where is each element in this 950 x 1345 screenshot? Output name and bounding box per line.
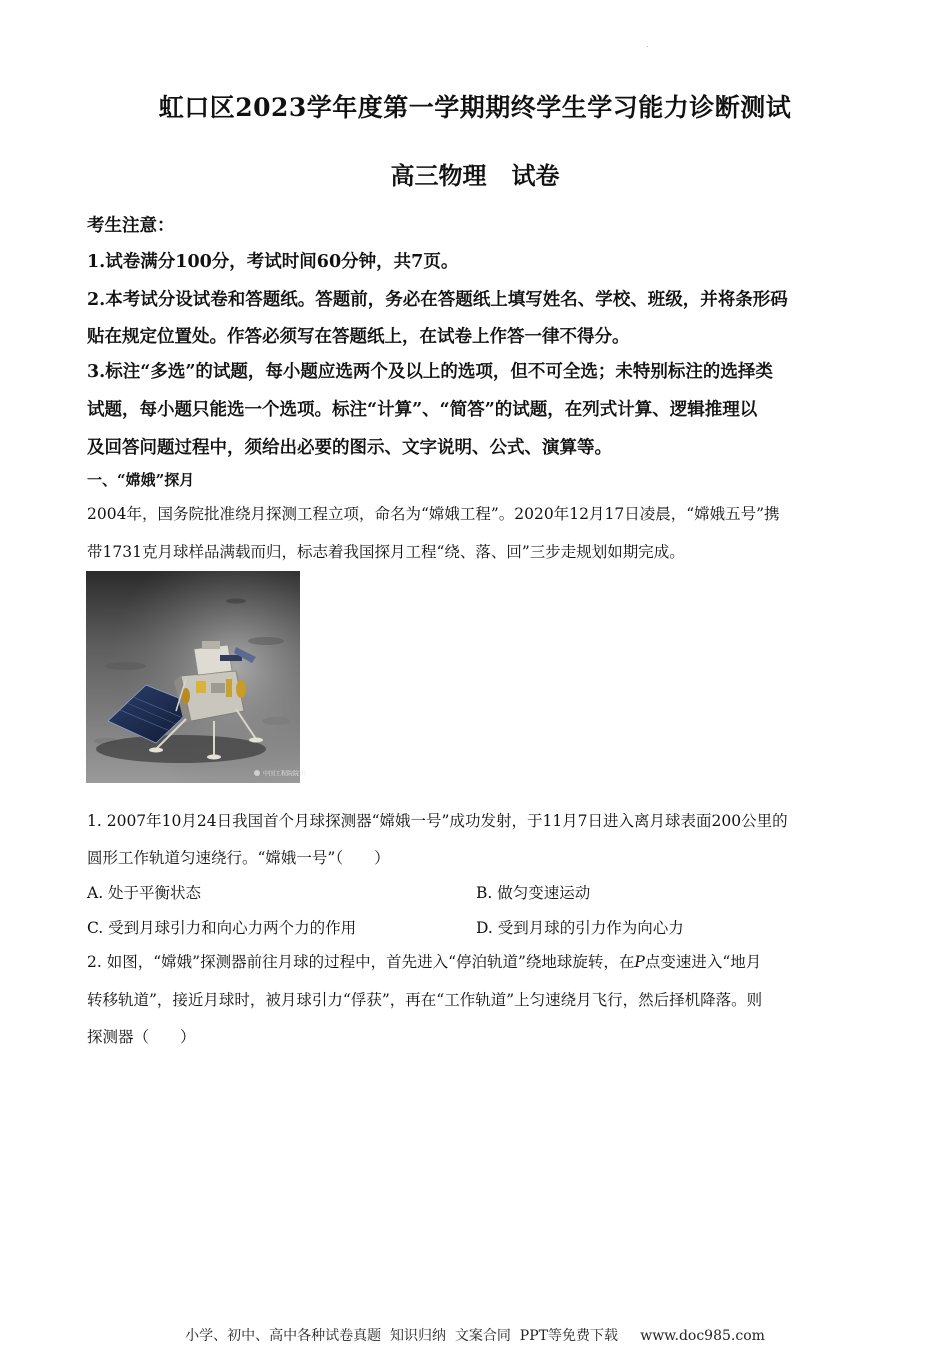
notice-line-2b: 贴在规定位置处。作答必须写在答题纸上，在试卷上作答一律不得分。 (87, 327, 630, 347)
notice-heading: 考生注意： (87, 216, 175, 236)
notice-line-3b: 试题，每小题只能选一个选项。标注“计算”、“简答”的试题，在列式计算、逻辑推理以 (87, 400, 758, 420)
q1-stem-a: 1. 2007年10月24日我国首个月球探测器“嫦娥一号”成功发射，于11月7日进入离月球表面200公里的 (87, 812, 788, 830)
photo-watermark: 中国工程院院刊 (263, 770, 306, 778)
notice-line-3c: 及回答问题过程中，须给出必要的图示、文字说明、公式、演算等。 (87, 438, 612, 458)
lunar-lander-photo (86, 571, 306, 783)
q2-point-p: P (634, 953, 645, 971)
section-1-heading: 一、“嫦娥”探月 (87, 471, 195, 489)
notice-line-2a: 2.本考试分设试卷和答题纸。答题前，务必在答题纸上填写姓名、学校、班级，并将条形码 (87, 290, 788, 310)
exam-title: 虹口区2023学年度第一学期期终学生学习能力诊断测试 (158, 93, 792, 122)
q2-stem-a (87, 950, 761, 972)
top-dot-mark: . (646, 40, 649, 49)
q1-option-d: D. 受到月球的引力作为向心力 (476, 919, 684, 937)
section-1-intro-a: 2004年，国务院批准绕月探测工程立项，命名为“嫦娥工程”。2020年12月17日凌晨，“嫦娥五号”携 (87, 505, 780, 523)
q2-stem-b: 转移轨道”，接近月球时，被月球引力“俘获”，再在“工作轨道”上匀速绕月飞行，然后择机降落。则 (87, 991, 763, 1009)
q2-stem-c: 探测器（ ） (87, 1028, 196, 1046)
section-1-intro-b: 带1731克月球样品满载而归，标志着我国探月工程“绕、落、回”三步走规划如期完成。 (87, 543, 685, 561)
exam-subtitle: 高三物理 试卷 (390, 161, 560, 190)
notice-line-3a: 3.标注“多选”的试题，每小题应选两个及以上的选项，但不可全选；未特别标注的选择类 (87, 362, 773, 382)
q2-stem-a-part2: 点变速进入“地月 (644, 953, 762, 971)
q1-stem-b: 圆形工作轨道匀速绕行。“嫦娥一号”（ ） (87, 849, 390, 867)
notice-line-1: 1.试卷满分100分，考试时间60分钟，共7页。 (87, 252, 459, 272)
q2-stem-a-part1: 2. 如图，“嫦娥”探测器前往月球的过程中，首先进入“停泊轨道”绕地球旋转，在 (87, 953, 635, 971)
q1-option-b: B. 做匀变速运动 (476, 884, 591, 902)
q1-option-c: C. 受到月球引力和向心力两个力的作用 (87, 919, 357, 937)
page-footer: 小学、初中、高中各种试卷真题 知识归纳 文案合同 PPT等免费下载 www.doc985.com (185, 1328, 765, 1344)
q1-option-a: A. 处于平衡状态 (87, 884, 202, 902)
